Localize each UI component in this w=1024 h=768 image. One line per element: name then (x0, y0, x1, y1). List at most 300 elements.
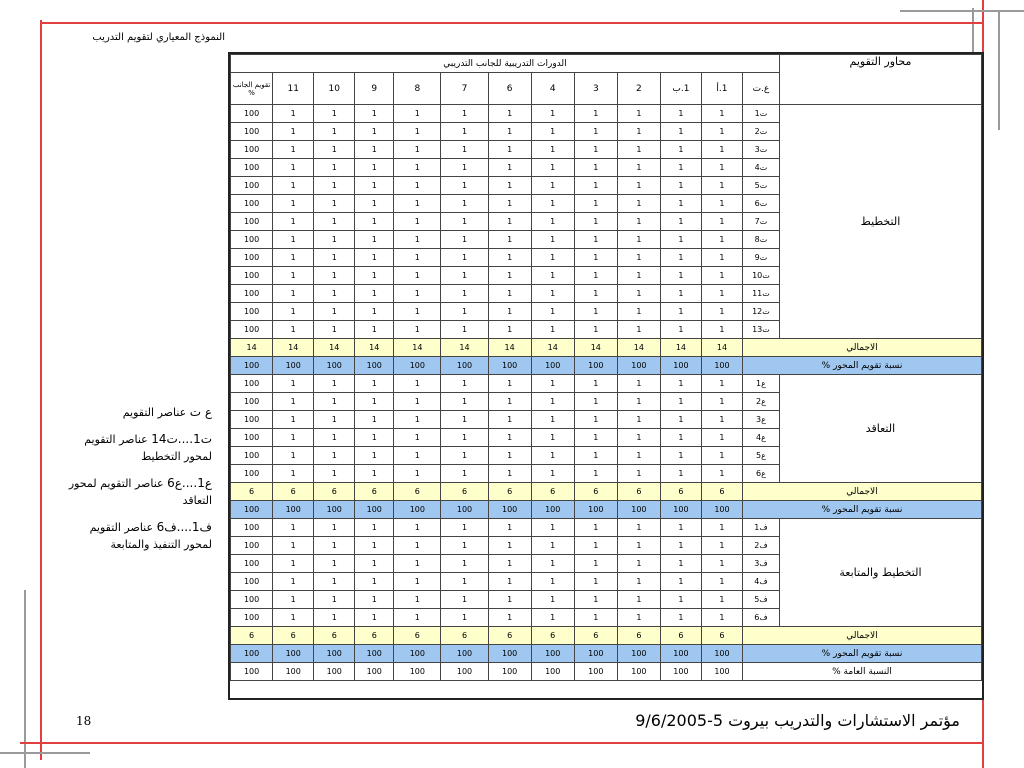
frame-line-bottom-red (20, 742, 984, 744)
score-cell: 1 (273, 123, 314, 141)
score-cell: 1 (394, 321, 441, 339)
total-cell: 6 (231, 483, 273, 501)
score-cell: 1 (355, 105, 394, 123)
score-cell: 1 (441, 573, 488, 591)
score-cell: 1 (314, 411, 355, 429)
score-cell: 1 (441, 555, 488, 573)
side-percent-cell: 100 (231, 465, 273, 483)
evaluation-table (228, 52, 984, 700)
score-cell: 1 (488, 375, 531, 393)
total-cell: 6 (617, 627, 660, 645)
element-code: ف6 (742, 609, 779, 627)
score-cell: 1 (660, 231, 701, 249)
score-cell: 1 (441, 375, 488, 393)
frame-line-right-gray (998, 10, 1000, 130)
total-label: الاجمالي (742, 339, 981, 357)
axis-name: التعاقد (779, 375, 981, 483)
score-cell: 1 (394, 393, 441, 411)
side-percent-cell: 100 (231, 159, 273, 177)
score-cell: 1 (314, 429, 355, 447)
element-code: ت8 (742, 231, 779, 249)
axis-name: التخطيط والمتابعة (779, 519, 981, 627)
score-cell: 1 (441, 303, 488, 321)
score-cell: 1 (441, 177, 488, 195)
score-cell: 1 (660, 429, 701, 447)
score-cell: 1 (574, 591, 617, 609)
score-cell: 1 (531, 537, 574, 555)
score-cell: 1 (441, 447, 488, 465)
score-cell: 1 (531, 609, 574, 627)
score-cell: 1 (701, 411, 742, 429)
score-cell: 1 (355, 285, 394, 303)
frame-line-left-red (40, 20, 42, 760)
element-code: ت9 (742, 249, 779, 267)
slide-title: النموذج المعياري لتقويم التدريب (92, 32, 225, 43)
score-cell: 1 (314, 231, 355, 249)
score-cell: 1 (531, 213, 574, 231)
score-cell: 1 (441, 195, 488, 213)
percent-cell: 100 (531, 501, 574, 519)
total-cell: 14 (488, 339, 531, 357)
table-row (231, 105, 982, 123)
percent-row (231, 357, 982, 375)
score-cell: 1 (660, 213, 701, 231)
total-row (231, 339, 982, 357)
element-code: ع5 (742, 447, 779, 465)
score-cell: 1 (314, 321, 355, 339)
overall-label: النسبة العامة % (742, 663, 981, 681)
percent-label: نسبة تقويم المحور % (742, 501, 981, 519)
side-percent-cell: 100 (231, 321, 273, 339)
side-percent-header: تقويم الجانب % (231, 73, 273, 105)
percent-cell: 100 (617, 645, 660, 663)
score-cell: 1 (273, 537, 314, 555)
score-cell: 1 (394, 519, 441, 537)
score-cell: 1 (574, 213, 617, 231)
course-column-header: 9 (355, 73, 394, 105)
element-code: ت2 (742, 123, 779, 141)
overall-cell: 100 (441, 663, 488, 681)
score-cell: 1 (394, 285, 441, 303)
total-cell: 6 (355, 483, 394, 501)
score-cell: 1 (394, 123, 441, 141)
legend-item (60, 431, 212, 465)
score-cell: 1 (441, 321, 488, 339)
frame-line-top-gray (900, 10, 1024, 12)
score-cell: 1 (531, 321, 574, 339)
score-cell: 1 (531, 285, 574, 303)
side-percent-cell: 100 (231, 411, 273, 429)
score-cell: 1 (441, 591, 488, 609)
score-cell: 1 (441, 231, 488, 249)
score-cell: 1 (355, 609, 394, 627)
score-cell: 1 (488, 555, 531, 573)
legend-code: ع ت (189, 405, 212, 419)
score-cell: 1 (355, 213, 394, 231)
score-cell: 1 (660, 591, 701, 609)
percent-cell: 100 (314, 357, 355, 375)
percent-cell: 100 (574, 501, 617, 519)
score-cell: 1 (314, 447, 355, 465)
side-percent-cell: 100 (231, 141, 273, 159)
score-cell: 1 (394, 591, 441, 609)
total-cell: 6 (531, 627, 574, 645)
percent-cell: 100 (617, 357, 660, 375)
score-cell: 1 (273, 555, 314, 573)
score-cell: 1 (441, 393, 488, 411)
course-column-header: 1.ب (660, 73, 701, 105)
score-cell: 1 (531, 591, 574, 609)
score-cell: 1 (355, 393, 394, 411)
score-cell: 1 (314, 465, 355, 483)
element-code: ع2 (742, 393, 779, 411)
score-cell: 1 (574, 231, 617, 249)
score-cell: 1 (394, 429, 441, 447)
total-row (231, 483, 982, 501)
score-cell: 1 (273, 213, 314, 231)
score-cell: 1 (441, 411, 488, 429)
score-cell: 1 (273, 591, 314, 609)
score-cell: 1 (273, 519, 314, 537)
score-cell: 1 (273, 231, 314, 249)
score-cell: 1 (574, 375, 617, 393)
overall-cell: 100 (701, 663, 742, 681)
course-column-header: 3 (574, 73, 617, 105)
score-cell: 1 (273, 375, 314, 393)
score-cell: 1 (660, 141, 701, 159)
score-cell: 1 (660, 555, 701, 573)
score-cell: 1 (660, 393, 701, 411)
overall-cell: 100 (617, 663, 660, 681)
percent-label: نسبة تقويم المحور % (742, 645, 981, 663)
score-cell: 1 (617, 249, 660, 267)
score-cell: 1 (660, 159, 701, 177)
percent-cell: 100 (660, 645, 701, 663)
total-cell: 14 (441, 339, 488, 357)
score-cell: 1 (273, 447, 314, 465)
score-cell: 1 (531, 393, 574, 411)
score-cell: 1 (488, 177, 531, 195)
score-cell: 1 (488, 429, 531, 447)
score-cell: 1 (394, 555, 441, 573)
score-cell: 1 (531, 555, 574, 573)
score-cell: 1 (574, 159, 617, 177)
score-cell: 1 (314, 249, 355, 267)
score-cell: 1 (273, 573, 314, 591)
score-cell: 1 (701, 609, 742, 627)
element-code: ت1 (742, 105, 779, 123)
score-cell: 1 (394, 267, 441, 285)
score-cell: 1 (660, 195, 701, 213)
score-cell: 1 (531, 141, 574, 159)
score-cell: 1 (701, 267, 742, 285)
score-cell: 1 (701, 249, 742, 267)
element-code: ت3 (742, 141, 779, 159)
score-cell: 1 (574, 321, 617, 339)
score-cell: 1 (660, 267, 701, 285)
total-cell: 6 (488, 483, 531, 501)
side-percent-cell: 100 (231, 285, 273, 303)
score-cell: 1 (488, 537, 531, 555)
score-cell: 1 (273, 105, 314, 123)
score-cell: 1 (273, 303, 314, 321)
score-cell: 1 (273, 141, 314, 159)
score-cell: 1 (441, 519, 488, 537)
score-cell: 1 (660, 465, 701, 483)
score-cell: 1 (701, 105, 742, 123)
side-percent-cell: 100 (231, 375, 273, 393)
score-cell: 1 (617, 411, 660, 429)
score-cell: 1 (441, 537, 488, 555)
percent-cell: 100 (574, 357, 617, 375)
score-cell: 1 (394, 195, 441, 213)
score-cell: 1 (394, 573, 441, 591)
percent-cell: 100 (441, 357, 488, 375)
total-cell: 6 (574, 627, 617, 645)
score-cell: 1 (574, 285, 617, 303)
percent-cell: 100 (355, 501, 394, 519)
score-cell: 1 (701, 321, 742, 339)
percent-cell: 100 (701, 645, 742, 663)
score-cell: 1 (531, 177, 574, 195)
score-cell: 1 (355, 267, 394, 285)
side-percent-cell: 100 (231, 537, 273, 555)
score-cell: 1 (701, 141, 742, 159)
score-cell: 1 (531, 195, 574, 213)
score-cell: 1 (531, 159, 574, 177)
score-cell: 1 (660, 519, 701, 537)
score-cell: 1 (531, 249, 574, 267)
score-cell: 1 (531, 429, 574, 447)
score-cell: 1 (701, 555, 742, 573)
percent-cell: 100 (273, 357, 314, 375)
legend-code: ت1....ت14 (151, 432, 212, 446)
element-code: ت10 (742, 267, 779, 285)
score-cell: 1 (355, 321, 394, 339)
score-cell: 1 (273, 159, 314, 177)
score-cell: 1 (660, 537, 701, 555)
percent-row (231, 501, 982, 519)
total-cell: 6 (314, 483, 355, 501)
score-cell: 1 (574, 105, 617, 123)
element-code: ف2 (742, 537, 779, 555)
total-label: الاجمالي (742, 483, 981, 501)
score-cell: 1 (394, 537, 441, 555)
score-cell: 1 (355, 447, 394, 465)
score-cell: 1 (394, 141, 441, 159)
score-cell: 1 (617, 141, 660, 159)
score-cell: 1 (701, 123, 742, 141)
score-cell: 1 (394, 249, 441, 267)
score-cell: 1 (488, 609, 531, 627)
score-cell: 1 (488, 285, 531, 303)
score-cell: 1 (660, 177, 701, 195)
course-column-header: 1.أ (701, 73, 742, 105)
legend-text: عناصر التقويم لمحور التنفيذ والمتابعة (89, 521, 212, 551)
score-cell: 1 (394, 177, 441, 195)
side-percent-cell: 100 (231, 267, 273, 285)
score-cell: 1 (314, 105, 355, 123)
score-cell: 1 (531, 411, 574, 429)
score-cell: 1 (701, 375, 742, 393)
score-cell: 1 (701, 537, 742, 555)
percent-cell: 100 (441, 645, 488, 663)
total-cell: 6 (701, 627, 742, 645)
score-cell: 1 (617, 573, 660, 591)
element-code: ت13 (742, 321, 779, 339)
total-cell: 14 (701, 339, 742, 357)
score-cell: 1 (701, 573, 742, 591)
score-cell: 1 (701, 393, 742, 411)
total-cell: 14 (273, 339, 314, 357)
percent-cell: 100 (531, 357, 574, 375)
percent-cell: 100 (394, 357, 441, 375)
percent-cell: 100 (355, 357, 394, 375)
score-cell: 1 (441, 249, 488, 267)
legend-text: عناصر التقويم لمحور التخطيط (84, 433, 212, 463)
total-cell: 6 (441, 483, 488, 501)
score-cell: 1 (531, 303, 574, 321)
percent-cell: 100 (394, 645, 441, 663)
score-cell: 1 (574, 249, 617, 267)
side-percent-cell: 100 (231, 177, 273, 195)
score-cell: 1 (355, 123, 394, 141)
score-cell: 1 (488, 321, 531, 339)
score-cell: 1 (314, 609, 355, 627)
course-column-header: 11 (273, 73, 314, 105)
score-cell: 1 (314, 123, 355, 141)
score-cell: 1 (355, 159, 394, 177)
score-cell: 1 (701, 231, 742, 249)
score-cell: 1 (488, 519, 531, 537)
score-cell: 1 (531, 375, 574, 393)
score-cell: 1 (314, 159, 355, 177)
legend-text: عناصر التقويم لمحور التعاقد (68, 477, 212, 507)
score-cell: 1 (574, 195, 617, 213)
score-cell: 1 (273, 285, 314, 303)
score-cell: 1 (488, 591, 531, 609)
total-cell: 6 (531, 483, 574, 501)
legend-code: ع1....ع6 (167, 476, 212, 490)
score-cell: 1 (574, 303, 617, 321)
score-cell: 1 (617, 429, 660, 447)
footer-text: مؤتمر الاستشارات والتدريب بيروت 5-9/6/2005 (635, 711, 960, 730)
courses-header: الدورات التدريبية للجانب التدريبي (231, 55, 780, 73)
score-cell: 1 (617, 123, 660, 141)
score-cell: 1 (488, 141, 531, 159)
score-cell: 1 (314, 537, 355, 555)
score-cell: 1 (273, 195, 314, 213)
score-cell: 1 (355, 249, 394, 267)
score-cell: 1 (273, 411, 314, 429)
side-percent-cell: 100 (231, 303, 273, 321)
score-cell: 1 (273, 267, 314, 285)
score-cell: 1 (660, 303, 701, 321)
overall-cell: 100 (231, 663, 273, 681)
score-cell: 1 (574, 411, 617, 429)
percent-cell: 100 (273, 501, 314, 519)
score-cell: 1 (574, 267, 617, 285)
score-cell: 1 (574, 555, 617, 573)
score-cell: 1 (617, 105, 660, 123)
score-cell: 1 (701, 465, 742, 483)
side-percent-cell: 100 (231, 123, 273, 141)
total-cell: 6 (617, 483, 660, 501)
side-percent-cell: 100 (231, 213, 273, 231)
score-cell: 1 (531, 519, 574, 537)
score-cell: 1 (617, 231, 660, 249)
score-cell: 1 (394, 375, 441, 393)
side-percent-cell: 100 (231, 555, 273, 573)
total-cell: 6 (701, 483, 742, 501)
side-percent-cell: 100 (231, 105, 273, 123)
table-row (231, 519, 982, 537)
score-cell: 1 (488, 123, 531, 141)
score-cell: 1 (355, 555, 394, 573)
score-cell: 1 (394, 231, 441, 249)
score-cell: 1 (617, 285, 660, 303)
score-cell: 1 (660, 123, 701, 141)
element-code: ع3 (742, 411, 779, 429)
element-code: ف5 (742, 591, 779, 609)
score-cell: 1 (660, 375, 701, 393)
score-cell: 1 (701, 303, 742, 321)
total-cell: 14 (314, 339, 355, 357)
score-cell: 1 (355, 141, 394, 159)
percent-cell: 100 (441, 501, 488, 519)
percent-cell: 100 (617, 501, 660, 519)
score-cell: 1 (617, 555, 660, 573)
side-percent-cell: 100 (231, 429, 273, 447)
score-cell: 1 (441, 105, 488, 123)
score-cell: 1 (660, 609, 701, 627)
percent-cell: 100 (488, 357, 531, 375)
score-cell: 1 (701, 213, 742, 231)
overall-cell: 100 (273, 663, 314, 681)
total-cell: 14 (617, 339, 660, 357)
total-cell: 6 (355, 627, 394, 645)
score-cell: 1 (441, 267, 488, 285)
axis-header: محاور التقويم (779, 55, 981, 105)
side-percent-cell: 100 (231, 447, 273, 465)
percent-cell: 100 (574, 645, 617, 663)
score-cell: 1 (531, 573, 574, 591)
score-cell: 1 (701, 447, 742, 465)
score-cell: 1 (574, 447, 617, 465)
percent-cell: 100 (273, 645, 314, 663)
percent-cell: 100 (531, 645, 574, 663)
legend-text: عناصر التقويم (122, 406, 187, 419)
percent-cell: 100 (660, 501, 701, 519)
score-cell: 1 (314, 303, 355, 321)
side-percent-cell: 100 (231, 249, 273, 267)
element-code: ت11 (742, 285, 779, 303)
overall-row (231, 663, 982, 681)
score-cell: 1 (531, 231, 574, 249)
total-cell: 6 (394, 483, 441, 501)
score-cell: 1 (355, 195, 394, 213)
score-cell: 1 (273, 609, 314, 627)
overall-cell: 100 (314, 663, 355, 681)
score-cell: 1 (441, 465, 488, 483)
score-cell: 1 (617, 321, 660, 339)
percent-cell: 100 (314, 645, 355, 663)
percent-cell: 100 (701, 357, 742, 375)
score-cell: 1 (273, 177, 314, 195)
element-code-header: ع.ت (742, 73, 779, 105)
score-cell: 1 (617, 375, 660, 393)
side-percent-cell: 100 (231, 231, 273, 249)
